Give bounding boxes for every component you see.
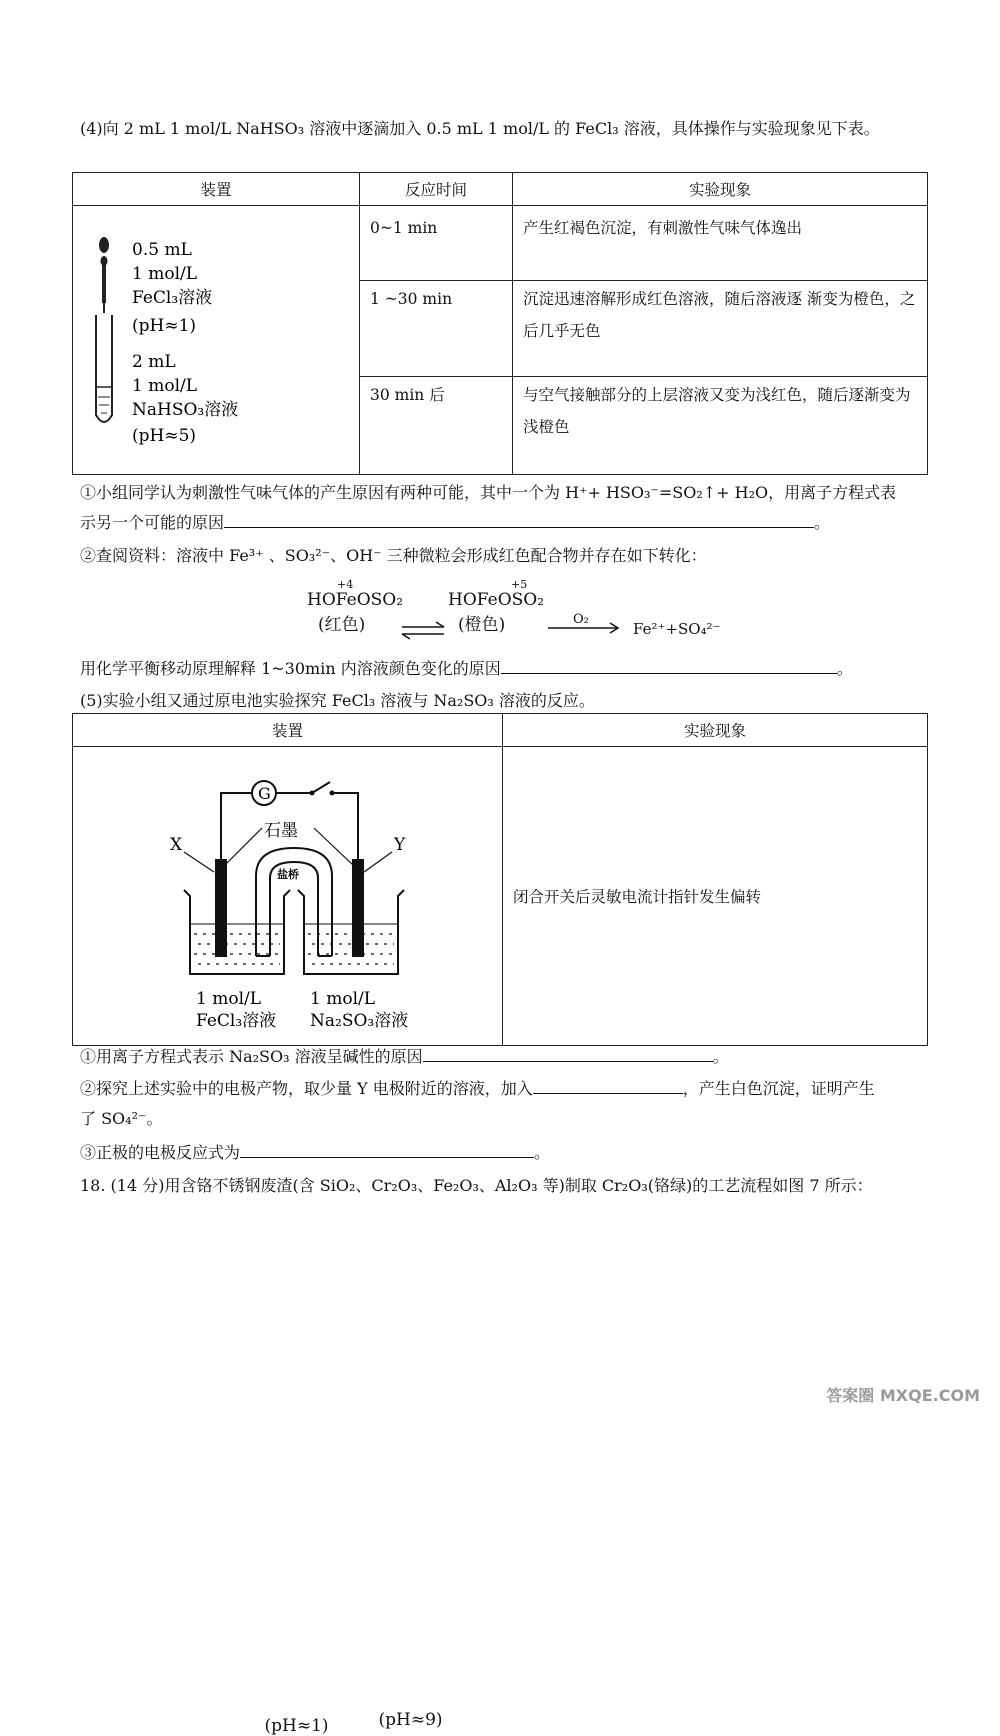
dropper-label-conc: 1 mol/L [132,264,198,284]
period: 。 [814,513,831,532]
graphite-label: 石墨 [264,821,298,841]
q4-sub1-line2 [80,510,830,533]
left-beaker [184,890,290,974]
period: 。 [836,659,853,678]
answer-blank-4[interactable] [533,1079,683,1094]
electrode-y [352,859,364,957]
q5-phenomenon: 闭合开关后灵敏电流计指针发生偏转 [503,747,928,1046]
left-sol-name: FeCl₃溶液 [196,1011,277,1031]
tube-label-volume: 2 mL [132,352,176,372]
salt-bridge [256,848,332,956]
electrode-x-label: X [170,835,183,855]
row3-phenomenon: 与空气接触部分的上层溶液又变为浅红色，随后逐渐变为浅橙色 [513,377,928,475]
ox-state-right: +5 [511,578,528,591]
eq-right-formula: HOFeOSO₂ [448,590,545,610]
q4-sub2-text: 用化学平衡移动原理解释 1~30min 内溶液颜色变化的原因 [80,659,501,678]
eq-products: Fe²⁺+SO₄²⁻ [633,620,721,638]
q5-header-phenomenon: 实验现象 [503,714,928,747]
dropper-tube-diagram [74,207,358,469]
q4-sub1-text: 示另一个可能的原因 [80,513,225,532]
header-time: 反应时间 [360,173,513,206]
q4-sub1-line1: ①小组同学认为刺激性气味气体的产生原因有两种可能，其中一个为 H⁺+ HSO₃⁻=SO₂↑+ H₂O，用离子方程式表 [80,483,897,502]
q5-sub2 [80,1076,875,1099]
tube-label-conc: 1 mol/L [132,376,198,396]
electrode-x [215,859,227,957]
right-sol-conc: 1 mol/L [310,989,376,1009]
q5-sub2-text-a: ②探究上述实验中的电极产物，取少量 Y 电极附近的溶液，加入 [80,1079,533,1098]
q18-intro: 18. (14 分)用含铬不锈钢废渣(含 SiO₂、Cr₂O₃、Fe₂O₃、Al₂O₃ 等)制取 Cr₂O₃(铬绿)的工艺流程如图 7 所示： [80,1176,873,1195]
dropper-label-volume: 0.5 mL [132,240,192,260]
equilibrium-arrow [400,620,446,642]
reaction-arrow [546,622,622,634]
left-sol-conc: 1 mol/L [196,989,262,1009]
period: 。 [534,1143,551,1162]
q5-sub1 [80,1044,729,1067]
eq-left-color: (红色) [318,615,366,635]
watermark-logo: 答案圈 MXQE.COM [826,1386,980,1405]
dropper-label-ph: (pH≈1) [132,316,197,336]
eq-right-color: (橙色) [458,615,506,635]
answer-blank-5[interactable] [240,1143,534,1158]
q5-sub3 [80,1140,550,1163]
q5-sub2-c: 了 SO₄²⁻。 [80,1109,163,1128]
q5-sub3-text: ③正极的电极反应式为 [80,1143,241,1162]
row2-phenomenon: 沉淀迅速溶解形成红色溶液，随后溶液逐 渐变为橙色，之后几乎无色 [513,281,928,377]
row1-time: 0~1 min [360,206,513,281]
tube-label-ph: (pH≈5) [132,426,197,446]
q4-intro: (4)向 2 mL 1 mol/L NaHSO₃ 溶液中逐滴加入 0.5 mL 1 mol/L 的 FeCl₃ 溶液，具体操作与实验现象见下表。 [80,119,880,138]
salt-bridge-label: 盐桥 [277,868,299,881]
q4-table [72,172,928,475]
q5-sub1-text: ①用离子方程式表示 Na₂SO₃ 溶液呈碱性的原因 [80,1047,423,1066]
row2-time: 1 ~30 min [360,281,513,377]
right-beaker [298,890,404,974]
dropper [99,237,109,313]
q4-sub2-line2 [80,656,853,679]
tube-label-solution: NaHSO₃溶液 [132,400,239,420]
test-tube [96,315,112,422]
right-sol-ph: (pH≈9) [378,1709,443,1730]
arrow-reagent: O₂ [573,612,589,627]
eq-left-formula: HOFeOSO₂ [307,590,404,610]
answer-blank-1[interactable] [224,513,814,528]
galvanometer-label: G [258,784,271,803]
apparatus-cell [73,206,360,475]
q5-header-apparatus: 装置 [73,714,503,747]
answer-blank-3[interactable] [423,1047,713,1062]
answer-blank-2[interactable] [501,659,837,674]
row3-time: 30 min 后 [360,377,513,475]
electrode-y-label: Y [394,835,406,855]
q5-sub2-text-b: ，产生白色沉淀，证明产生 [682,1079,875,1098]
left-sol-ph: (pH≈1) [264,1715,329,1736]
ox-state-left: +4 [337,578,354,591]
right-sol-name: Na₂SO₃溶液 [310,1011,409,1031]
row1-phenomenon: 产生红褐色沉淀，有刺激性气味气体逸出 [513,206,928,281]
galvanic-cell-diagram [74,748,501,1040]
dropper-label-solution: FeCl₃溶液 [132,288,213,308]
header-apparatus: 装置 [73,173,360,206]
period: 。 [712,1047,729,1066]
switch[interactable] [312,782,330,793]
header-phenomenon: 实验现象 [513,173,928,206]
q5-intro: (5)实验小组又通过原电池实验探究 FeCl₃ 溶液与 Na₂SO₃ 溶液的反应。 [80,691,595,710]
q4-sub2: ②查阅资料：溶液中 Fe³⁺ 、SO₃²⁻、OH⁻ 三种微粒会形成红色配合物并存在如下转化： [80,546,707,565]
